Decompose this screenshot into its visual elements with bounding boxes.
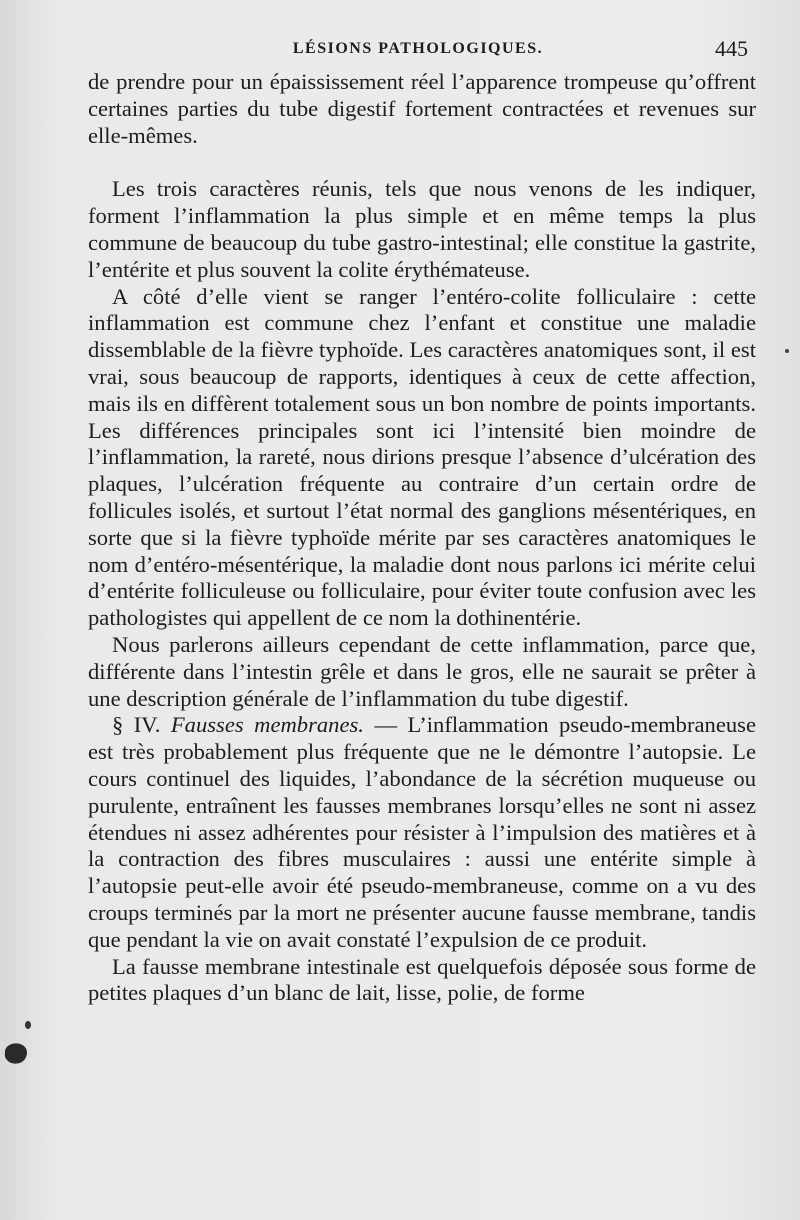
running-head [88,36,748,66]
paragraph-trois-caracteres: Les trois caractères réunis, tels que nous venons de les indiquer, forment l’inflammation la plus simple et en même temps la plus commune de beaucoup du tube gastro-intestinal; elle constitue la gastrite, l’entérite et plus souvent la colite érythémateuse. [88,176,756,282]
paragraph-nous-parlerons: Nous parlerons ailleurs cependant de cette inflammation, parce que, différente dans l’intestin grêle et dans le gros, elle ne saurait se prêter à une description générale de l’inflammation du tube digestif. [88,631,756,711]
section-fausses-membranes [88,712,756,953]
paragraph-entero-colite: A côté d’elle vient se ranger l’entéro-colite folliculaire : cette inflammation est commune chez l’enfant et constitue une maladie dissemblable de la fièvre typhoïde. Les caractères anatomiques sont, il est vrai, sous beaucoup de rapports, identiques à ceux de cette affection, mais ils en diffèrent totalement sous un bon nombre de points importants. Les différences principales sont ici l’intensité bien moindre de l’inflammation, la rareté, nous dirions presque l’absence d’ulcération des plaques, l’ulcération fréquente au contraire d’un certain ordre de follicules isolés, et surtout l’état normal des ganglions mésentériques, en sorte que si la fièvre typhoïde mérite par ses caractères anatomiques le nom d’entéro-mésentérique, la maladie dont nous parlons ici mérite celui d’entérite folliculeuse ou folliculaire, pour éviter toute confusion avec les pathologistes qui appellent de ce nom la dothinentérie. [88,283,756,631]
running-title: LÉSIONS PATHOLOGIQUES. [292,40,544,57]
section-title: Fausses membranes. [170,712,364,738]
margin-dot-mark [784,348,790,354]
ink-dot-mark [24,1020,32,1030]
page-number: 445 [715,36,748,61]
body-text [88,69,756,1007]
paragraph-continuation: de prendre pour un épaississement réel l’apparence trompeuse qu’offrent certaines parties du tube digestif fortement contractées et revenues sur elle-mêmes. [88,69,756,148]
section-text: — L’inflammation pseudo-membraneuse est très probablement plus fréquente que ne le démontre l’autopsie. Le cours continuel des liquides, l’abondance de la sécrétion muqueuse ou purulente, entraînent les fausses membranes lorsqu’elles ne sont ni assez étendues ni assez adhérentes pour résister à l’impulsion des matières et à la contraction des fibres musculaires : aussi une entérite simple à l’autopsie peut-elle avoir été pseudo-membraneuse, comme on a vu des croups terminés par la mort ne présenter aucune fausse membrane, tandis que pendant la vie on avait constaté l’expulsion de ce produit. [88,712,756,952]
paragraph-fausse-membrane: La fausse membrane intestinale est quelquefois déposée sous forme de petites plaques d’un blanc de lait, lisse, polie, de forme [88,953,756,1006]
ink-blot-mark [2,1040,30,1066]
section-number: § IV. [112,712,161,738]
